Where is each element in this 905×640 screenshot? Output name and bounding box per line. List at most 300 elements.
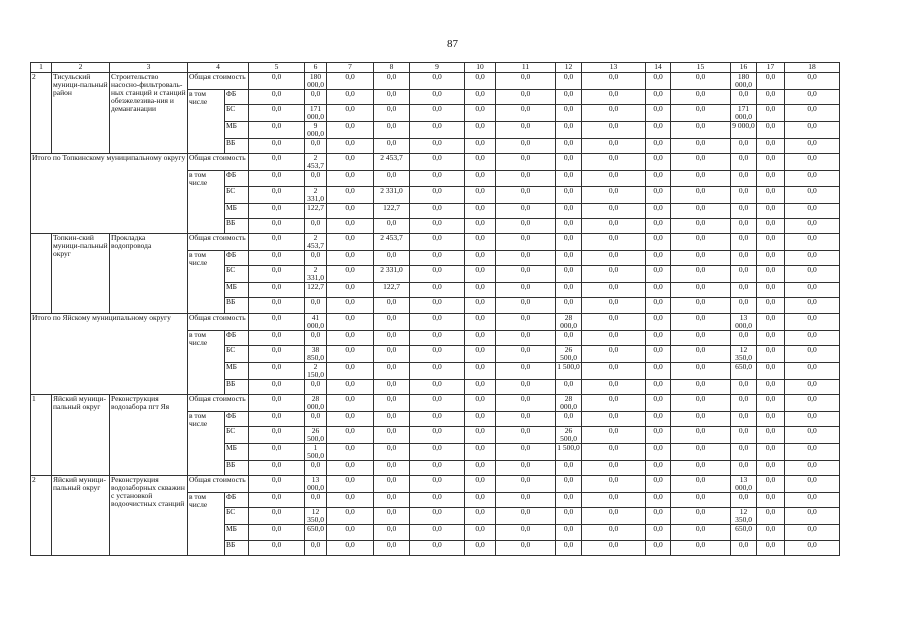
value-cell: 0,0 (410, 171, 465, 186)
value-cell: 0,0 (785, 379, 840, 394)
value-cell: 0,0 (327, 266, 374, 283)
value-cell: 0,0 (374, 105, 410, 122)
value-cell: 0,0 (731, 218, 757, 233)
value-cell: 0,0 (582, 362, 646, 379)
value-cell: 0,0 (410, 379, 465, 394)
value-cell: 0,0 (465, 362, 496, 379)
value-cell: 0,0 (556, 266, 582, 283)
value-cell: 0,0 (731, 427, 757, 444)
value-cell: 0,0 (646, 508, 671, 525)
value-cell: 0,0 (646, 379, 671, 394)
value-cell: 0,0 (556, 298, 582, 313)
value-cell: 0,0 (757, 73, 785, 90)
value-cell: 0,0 (785, 394, 840, 411)
column-header-15: 15 (671, 63, 731, 73)
value-cell: 0,0 (305, 250, 327, 265)
funding-source: МБ (225, 203, 249, 218)
value-cell: 0,0 (731, 171, 757, 186)
value-cell: 0,0 (671, 411, 731, 426)
value-cell: 0,0 (410, 154, 465, 171)
value-cell: 0,0 (410, 540, 465, 555)
value-cell: 0,0 (731, 540, 757, 555)
value-cell: 0,0 (496, 186, 556, 203)
value-cell: 0,0 (785, 122, 840, 139)
value-cell: 2 453,7 (374, 154, 410, 171)
value-cell: 0,0 (556, 139, 582, 154)
value-cell: 0,0 (646, 171, 671, 186)
value-cell: 0,0 (410, 476, 465, 493)
value-cell: 0,0 (731, 203, 757, 218)
value-cell: 650,0 (731, 525, 757, 540)
value-cell: 0,0 (374, 250, 410, 265)
value-cell: 0,0 (410, 266, 465, 283)
value-cell: 0,0 (757, 394, 785, 411)
funding-source: МБ (225, 362, 249, 379)
value-cell: 0,0 (785, 218, 840, 233)
value-cell: 0,0 (496, 476, 556, 493)
value-cell: 0,0 (410, 233, 465, 250)
value-cell: 0,0 (785, 508, 840, 525)
value-cell: 0,0 (731, 283, 757, 298)
value-cell: 0,0 (785, 411, 840, 426)
value-cell: 0,0 (556, 171, 582, 186)
project-name: Строительство насосно-фильтроваль-ных станций и станций обезжелезива-ния и деманганации (110, 73, 188, 154)
value-cell: 0,0 (374, 90, 410, 105)
value-cell: 0,0 (249, 218, 305, 233)
value-cell: 0,0 (731, 90, 757, 105)
value-cell: 0,0 (731, 266, 757, 283)
value-cell: 0,0 (785, 283, 840, 298)
value-cell: 0,0 (374, 298, 410, 313)
table-row (31, 313, 840, 330)
funding-source: ФБ (225, 250, 249, 265)
value-cell: 0,0 (374, 476, 410, 493)
value-cell: 0,0 (410, 139, 465, 154)
value-cell: 12 350,0 (305, 508, 327, 525)
value-cell: 0,0 (496, 283, 556, 298)
value-cell: 0,0 (249, 283, 305, 298)
funding-source: ВБ (225, 461, 249, 476)
value-cell: 0,0 (646, 186, 671, 203)
funding-source: ФБ (225, 171, 249, 186)
value-cell: 0,0 (496, 345, 556, 362)
value-cell: 0,0 (731, 154, 757, 171)
value-cell: 26 500,0 (305, 427, 327, 444)
table-row (31, 476, 840, 493)
value-cell: 0,0 (374, 394, 410, 411)
value-cell: 0,0 (785, 73, 840, 90)
group-total-label: Итого по Яйскому муниципальному округу (31, 313, 188, 394)
funding-source: МБ (225, 283, 249, 298)
value-cell: 0,0 (327, 345, 374, 362)
value-cell: 0,0 (582, 266, 646, 283)
value-cell: 0,0 (556, 283, 582, 298)
value-cell: 0,0 (249, 508, 305, 525)
value-cell: 0,0 (785, 266, 840, 283)
value-cell: 0,0 (646, 105, 671, 122)
value-cell: 0,0 (556, 105, 582, 122)
total-cost-label: Общая стоимость (188, 233, 249, 250)
value-cell: 0,0 (374, 525, 410, 540)
value-cell: 0,0 (582, 379, 646, 394)
value-cell: 0,0 (731, 233, 757, 250)
table-row (31, 394, 840, 411)
funding-source: ФБ (225, 493, 249, 508)
value-cell: 0,0 (757, 362, 785, 379)
funding-source: ВБ (225, 139, 249, 154)
value-cell: 0,0 (410, 345, 465, 362)
value-cell: 0,0 (556, 90, 582, 105)
value-cell: 0,0 (305, 171, 327, 186)
value-cell: 122,7 (305, 283, 327, 298)
value-cell: 0,0 (374, 362, 410, 379)
value-cell: 0,0 (646, 461, 671, 476)
value-cell: 0,0 (582, 313, 646, 330)
value-cell: 0,0 (465, 379, 496, 394)
value-cell: 0,0 (646, 330, 671, 345)
value-cell: 0,0 (731, 461, 757, 476)
value-cell: 0,0 (327, 313, 374, 330)
total-cost-label: Общая стоимость (188, 476, 249, 493)
value-cell: 0,0 (582, 122, 646, 139)
value-cell: 41 000,0 (305, 313, 327, 330)
value-cell: 0,0 (556, 525, 582, 540)
value-cell: 0,0 (249, 525, 305, 540)
value-cell: 0,0 (671, 540, 731, 555)
value-cell: 0,0 (465, 186, 496, 203)
value-cell: 0,0 (305, 139, 327, 154)
value-cell: 0,0 (249, 171, 305, 186)
value-cell: 0,0 (556, 540, 582, 555)
value-cell: 2 453,7 (305, 233, 327, 250)
value-cell: 0,0 (582, 171, 646, 186)
value-cell: 0,0 (410, 122, 465, 139)
value-cell: 0,0 (757, 427, 785, 444)
value-cell: 0,0 (582, 90, 646, 105)
value-cell: 0,0 (465, 298, 496, 313)
value-cell: 0,0 (410, 73, 465, 90)
value-cell: 0,0 (646, 345, 671, 362)
district-name: Тисульский муници-пальный район (52, 73, 110, 154)
value-cell: 2 453,7 (374, 233, 410, 250)
value-cell: 0,0 (496, 218, 556, 233)
value-cell: 0,0 (496, 298, 556, 313)
value-cell: 0,0 (327, 73, 374, 90)
value-cell: 0,0 (327, 394, 374, 411)
value-cell: 0,0 (249, 266, 305, 283)
value-cell: 0,0 (410, 493, 465, 508)
value-cell: 0,0 (327, 508, 374, 525)
value-cell: 0,0 (465, 508, 496, 525)
funding-source: ВБ (225, 379, 249, 394)
value-cell: 0,0 (249, 345, 305, 362)
value-cell: 0,0 (249, 233, 305, 250)
value-cell: 0,0 (757, 298, 785, 313)
value-cell: 13 000,0 (731, 476, 757, 493)
district-name: Яйский муници-пальный округ (52, 394, 110, 475)
value-cell: 0,0 (249, 362, 305, 379)
value-cell: 0,0 (465, 476, 496, 493)
value-cell: 0,0 (249, 461, 305, 476)
value-cell: 0,0 (785, 540, 840, 555)
value-cell: 0,0 (671, 525, 731, 540)
value-cell: 0,0 (465, 461, 496, 476)
value-cell: 0,0 (556, 233, 582, 250)
value-cell: 0,0 (646, 540, 671, 555)
value-cell: 1 500,0 (556, 362, 582, 379)
value-cell: 0,0 (249, 313, 305, 330)
value-cell: 0,0 (410, 525, 465, 540)
value-cell: 0,0 (556, 411, 582, 426)
value-cell: 0,0 (785, 525, 840, 540)
value-cell: 0,0 (646, 444, 671, 461)
value-cell: 0,0 (671, 330, 731, 345)
value-cell: 0,0 (646, 362, 671, 379)
in-that-number-label: в том числе (188, 90, 225, 154)
value-cell: 0,0 (757, 154, 785, 171)
value-cell: 0,0 (327, 203, 374, 218)
value-cell: 0,0 (757, 461, 785, 476)
table-body (31, 73, 840, 556)
value-cell: 0,0 (496, 461, 556, 476)
value-cell: 1 500,0 (305, 444, 327, 461)
column-header-18: 18 (785, 63, 840, 73)
value-cell: 0,0 (671, 250, 731, 265)
funding-source: МБ (225, 444, 249, 461)
project-name: Реконструкция водозаборных скважин с установкой водоочистных станций (110, 476, 188, 556)
value-cell: 0,0 (785, 250, 840, 265)
value-cell: 0,0 (410, 427, 465, 444)
value-cell: 0,0 (582, 154, 646, 171)
funding-source: ФБ (225, 411, 249, 426)
page-number: 87 (447, 38, 458, 50)
value-cell: 0,0 (465, 411, 496, 426)
value-cell: 0,0 (496, 139, 556, 154)
value-cell: 2 331,0 (374, 186, 410, 203)
value-cell: 0,0 (465, 444, 496, 461)
value-cell: 0,0 (646, 298, 671, 313)
value-cell: 0,0 (556, 154, 582, 171)
value-cell: 0,0 (410, 444, 465, 461)
value-cell: 0,0 (646, 73, 671, 90)
value-cell: 171 000,0 (305, 105, 327, 122)
value-cell: 0,0 (785, 90, 840, 105)
value-cell: 0,0 (249, 298, 305, 313)
value-cell: 28 000,0 (305, 394, 327, 411)
project-name: Реконструкция водозабора пгт Яя (110, 394, 188, 475)
value-cell: 0,0 (582, 508, 646, 525)
value-cell: 0,0 (327, 493, 374, 508)
value-cell: 0,0 (465, 203, 496, 218)
column-header-16: 16 (731, 63, 757, 73)
funding-source: МБ (225, 525, 249, 540)
value-cell: 0,0 (327, 330, 374, 345)
row-number: 2 (31, 73, 52, 154)
value-cell: 0,0 (556, 461, 582, 476)
value-cell: 0,0 (556, 203, 582, 218)
value-cell: 0,0 (374, 139, 410, 154)
value-cell: 0,0 (785, 476, 840, 493)
value-cell: 0,0 (410, 330, 465, 345)
value-cell: 0,0 (374, 313, 410, 330)
value-cell: 0,0 (731, 139, 757, 154)
value-cell: 0,0 (785, 345, 840, 362)
value-cell: 0,0 (582, 330, 646, 345)
value-cell: 0,0 (757, 203, 785, 218)
in-that-number-label: в том числе (188, 493, 225, 556)
value-cell: 0,0 (556, 122, 582, 139)
in-that-number-label: в том числе (188, 250, 225, 313)
value-cell: 0,0 (646, 90, 671, 105)
value-cell: 0,0 (327, 122, 374, 139)
value-cell: 0,0 (671, 283, 731, 298)
value-cell: 0,0 (496, 330, 556, 345)
value-cell: 0,0 (305, 461, 327, 476)
value-cell: 0,0 (496, 250, 556, 265)
value-cell: 0,0 (785, 493, 840, 508)
value-cell: 0,0 (249, 427, 305, 444)
value-cell: 0,0 (671, 73, 731, 90)
value-cell: 122,7 (374, 203, 410, 218)
value-cell: 0,0 (249, 90, 305, 105)
value-cell: 0,0 (785, 139, 840, 154)
value-cell: 0,0 (374, 427, 410, 444)
value-cell: 0,0 (327, 171, 374, 186)
value-cell: 0,0 (785, 186, 840, 203)
value-cell: 28 000,0 (556, 313, 582, 330)
value-cell: 0,0 (582, 283, 646, 298)
value-cell: 0,0 (465, 313, 496, 330)
value-cell: 0,0 (465, 139, 496, 154)
value-cell: 0,0 (646, 122, 671, 139)
value-cell: 0,0 (671, 362, 731, 379)
value-cell: 2 453,7 (305, 154, 327, 171)
value-cell: 122,7 (374, 283, 410, 298)
value-cell: 122,7 (305, 203, 327, 218)
column-header-6: 6 (305, 63, 327, 73)
value-cell: 0,0 (731, 250, 757, 265)
value-cell: 0,0 (757, 283, 785, 298)
table-row (31, 233, 840, 250)
value-cell: 0,0 (731, 493, 757, 508)
value-cell: 0,0 (757, 122, 785, 139)
value-cell: 0,0 (757, 330, 785, 345)
column-header-2: 2 (52, 63, 110, 73)
value-cell: 0,0 (731, 411, 757, 426)
row-number: 2 (31, 476, 52, 556)
value-cell: 0,0 (646, 154, 671, 171)
column-header-8: 8 (374, 63, 410, 73)
value-cell: 0,0 (374, 171, 410, 186)
value-cell: 0,0 (582, 73, 646, 90)
value-cell: 0,0 (646, 525, 671, 540)
value-cell: 0,0 (671, 90, 731, 105)
value-cell: 0,0 (327, 105, 374, 122)
value-cell: 0,0 (582, 250, 646, 265)
column-header-4: 4 (188, 63, 249, 73)
value-cell: 0,0 (327, 444, 374, 461)
value-cell: 0,0 (374, 330, 410, 345)
column-header-9: 9 (410, 63, 465, 73)
value-cell: 0,0 (374, 493, 410, 508)
value-cell: 0,0 (671, 313, 731, 330)
value-cell: 0,0 (410, 362, 465, 379)
value-cell: 0,0 (305, 540, 327, 555)
value-cell: 0,0 (671, 394, 731, 411)
table-row (31, 154, 840, 171)
value-cell: 0,0 (465, 345, 496, 362)
value-cell: 0,0 (757, 345, 785, 362)
value-cell: 0,0 (757, 379, 785, 394)
value-cell: 0,0 (671, 233, 731, 250)
value-cell: 0,0 (465, 105, 496, 122)
funding-source: БС (225, 186, 249, 203)
funding-source: БС (225, 266, 249, 283)
value-cell: 0,0 (785, 298, 840, 313)
value-cell: 0,0 (305, 298, 327, 313)
column-header-14: 14 (646, 63, 671, 73)
funding-source: БС (225, 345, 249, 362)
value-cell: 0,0 (374, 122, 410, 139)
value-cell: 0,0 (249, 154, 305, 171)
value-cell: 0,0 (582, 186, 646, 203)
value-cell: 0,0 (374, 379, 410, 394)
value-cell: 0,0 (671, 139, 731, 154)
row-number (31, 233, 52, 313)
value-cell: 0,0 (465, 122, 496, 139)
value-cell: 0,0 (496, 525, 556, 540)
value-cell: 0,0 (496, 313, 556, 330)
value-cell: 0,0 (327, 283, 374, 298)
value-cell: 0,0 (757, 540, 785, 555)
value-cell: 0,0 (327, 540, 374, 555)
value-cell: 0,0 (305, 90, 327, 105)
value-cell: 180 000,0 (731, 73, 757, 90)
value-cell: 0,0 (757, 525, 785, 540)
value-cell: 0,0 (646, 250, 671, 265)
value-cell: 0,0 (496, 154, 556, 171)
value-cell: 0,0 (582, 203, 646, 218)
value-cell: 0,0 (582, 345, 646, 362)
value-cell: 0,0 (757, 493, 785, 508)
value-cell: 0,0 (327, 411, 374, 426)
total-cost-label: Общая стоимость (188, 394, 249, 411)
value-cell: 0,0 (496, 411, 556, 426)
value-cell: 0,0 (671, 122, 731, 139)
value-cell: 0,0 (327, 525, 374, 540)
value-cell: 0,0 (785, 171, 840, 186)
value-cell: 0,0 (305, 379, 327, 394)
value-cell: 0,0 (757, 266, 785, 283)
total-cost-label: Общая стоимость (188, 154, 249, 171)
value-cell: 0,0 (582, 461, 646, 476)
value-cell: 0,0 (671, 345, 731, 362)
column-header-1: 1 (31, 63, 52, 73)
value-cell: 12 350,0 (731, 345, 757, 362)
value-cell: 0,0 (249, 330, 305, 345)
column-header-7: 7 (327, 63, 374, 73)
value-cell: 0,0 (249, 394, 305, 411)
budget-table (30, 62, 840, 556)
value-cell: 0,0 (582, 476, 646, 493)
value-cell: 0,0 (410, 283, 465, 298)
value-cell: 0,0 (249, 122, 305, 139)
value-cell: 0,0 (556, 330, 582, 345)
value-cell: 0,0 (582, 233, 646, 250)
value-cell: 0,0 (249, 411, 305, 426)
value-cell: 0,0 (410, 218, 465, 233)
row-number: 1 (31, 394, 52, 475)
